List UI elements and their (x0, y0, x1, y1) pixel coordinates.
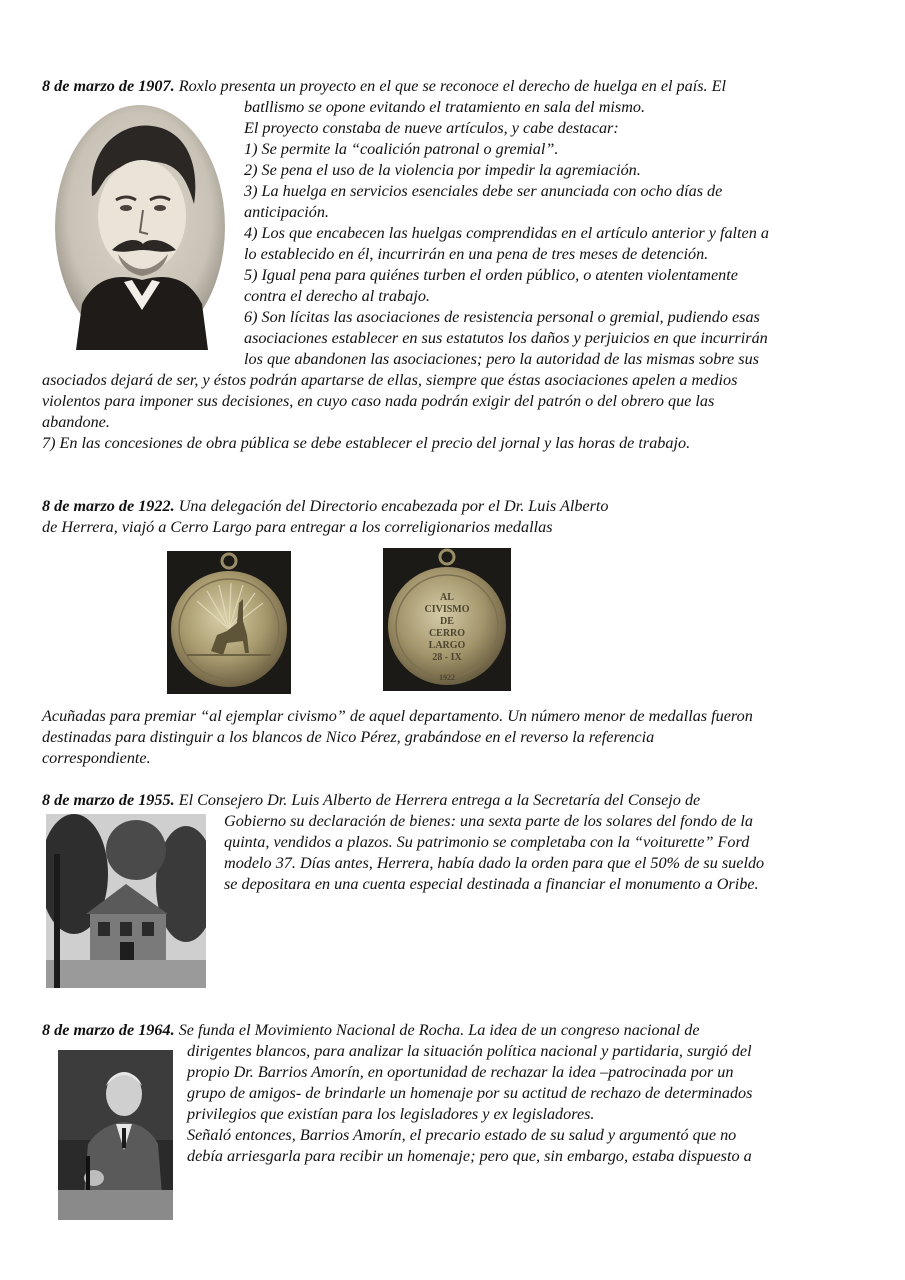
entry-1907-line: 6) Son lícitas las asociaciones de resistencia personal o gremial, pudiendo esas (244, 308, 760, 326)
entry-1907-line: 3) La huelga en servicios esenciales debe ser anunciada con ocho días de (244, 182, 723, 200)
entry-1907-line: asociaciones establecer en sus estatutos los daños y perjuicios en que incurrirán (244, 329, 768, 347)
entry-1964-line-1: 8 de marzo de 1964. Se funda el Movimiento Nacional de Rocha. La idea de un congreso nacional de (42, 1021, 700, 1039)
medal-reverse-image (383, 548, 511, 691)
entry-1964-line: propio Dr. Barrios Amorín, en oportunidad de rechazar la idea –patrocinada por un (187, 1063, 734, 1081)
entry-1907-line: El proyecto constaba de nueve artículos, y cabe destacar: (244, 119, 619, 137)
entry-1922-line: de Herrera, viajó a Cerro Largo para entregar a los correligionarios medallas (42, 518, 553, 536)
entry-1964-line: Señaló entonces, Barrios Amorín, el precario estado de su salud y argumentó que no (187, 1126, 737, 1144)
medal-text: CERRO (428, 628, 466, 639)
entry-1922-date: 8 de marzo de 1922. (42, 497, 175, 515)
portrait-roxlo-image (54, 104, 226, 350)
entry-1907-line: 4) Los que encabecen las huelgas comprendidas en el artículo anterior y falten a (244, 224, 769, 242)
entry-1907-line: 7) En las concesiones de obra pública se debe establecer el precio del jornal y las horas de trabajo. (42, 434, 691, 452)
medal-text: 1922 (439, 673, 455, 682)
medal-text: LARGO (428, 640, 466, 651)
entry-1907-line: asociados dejará de ser, y éstos podrán apartarse de ellas, siempre que éstas asociaciones apelen a medios (42, 371, 738, 389)
medal-text: DE (440, 616, 454, 627)
portrait-barrios-amorin-image (58, 1050, 173, 1220)
entry-1922-after-line: Acuñadas para premiar “al ejemplar civismo” de aquel departamento. Un número menor de medallas fueron (42, 707, 753, 725)
entry-1907-line: batllismo se opone evitando el tratamiento en sala del mismo. (244, 98, 646, 116)
entry-1955-line: quinta, vendidos a plazos. Su patrimonio se completaba con la “voiturette” Ford (224, 833, 750, 851)
entry-1907-line-1: 8 de marzo de 1907. Roxlo presenta un proyecto en el que se reconoce el derecho de huelga en el país. El (42, 77, 727, 95)
entry-1907-line: 2) Se pena el uso de la violencia por impedir la agremiación. (244, 161, 641, 179)
entry-1907-line: anticipación. (244, 203, 329, 221)
entry-1922-after-line: correspondiente. (42, 749, 151, 767)
entry-1907-line: violentos para imponer sus decisiones, en cuyo caso nada podrán exigir del patrón o del obrero que las (42, 392, 715, 410)
entry-1964-line: dirigentes blancos, para analizar la situación política nacional y partidaria, surgió del (187, 1042, 752, 1060)
medal-text: CIVISMO (424, 604, 470, 615)
medal-text: 28 - IX (432, 652, 462, 663)
house-photo-image (46, 814, 206, 988)
entry-1907-line: los que abandonen las asociaciones; pero la autoridad de las mismas sobre sus (244, 350, 759, 368)
entry-1955-line: se depositara en una cuenta especial destinada a financiar el monumento a Oribe. (224, 875, 759, 893)
entry-1964-line: grupo de amigos- de brindarle un homenaje por su actitud de rechazo de determinados (187, 1084, 753, 1102)
entry-1964-line: debía arriesgarla para recibir un homenaje; pero que, sin embargo, estaba dispuesto a (187, 1147, 752, 1165)
entry-1922-after-line: destinadas para distinguir a los blancos de Nico Pérez, grabándose en el reverso la referencia (42, 728, 655, 746)
entry-1907-line: abandone. (42, 413, 110, 431)
entry-1964-line: privilegios que existían para los legisladores y ex legisladores. (187, 1105, 595, 1123)
entry-1907-line: 1) Se permite la “coalición patronal o gremial”. (244, 140, 559, 158)
entry-1907-line: contra el derecho al trabajo. (244, 287, 430, 305)
entry-1922-line-1: 8 de marzo de 1922. Una delegación del Directorio encabezada por el Dr. Luis Alberto (42, 497, 609, 515)
medal-text: AL (440, 592, 454, 603)
medal-obverse-image (167, 551, 291, 694)
entry-1955-line-1: 8 de marzo de 1955. El Consejero Dr. Luis Alberto de Herrera entrega a la Secretaría del Consejo de (42, 791, 701, 809)
entry-1955-date: 8 de marzo de 1955. (42, 791, 175, 809)
entry-1907-date: 8 de marzo de 1907. (42, 77, 175, 95)
entry-1907-line: lo establecido en él, incurrirán en una pena de tres meses de detención. (244, 245, 709, 263)
entry-1955-line: Gobierno su declaración de bienes: una sexta parte de los solares del fondo de la (224, 812, 754, 830)
entry-1907-line: 5) Igual pena para quiénes turben el orden público, o atenten violentamente (244, 266, 738, 284)
entry-1955-line: modelo 37. Días antes, Herrera, había dado la orden para que el 50% de su sueldo (224, 854, 765, 872)
entry-1964-date: 8 de marzo de 1964. (42, 1021, 175, 1039)
